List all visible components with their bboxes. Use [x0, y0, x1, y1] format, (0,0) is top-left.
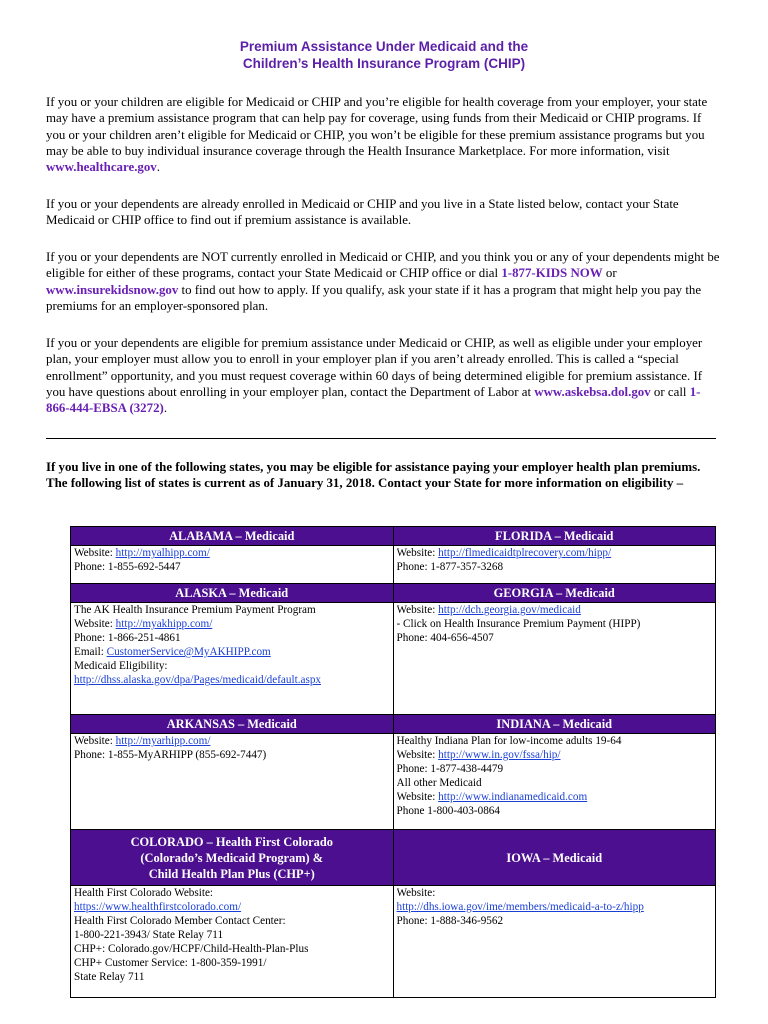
- indiana-plan: Healthy Indiana Plan for low-income adults 19-64: [396, 735, 622, 747]
- colorado-website-link[interactable]: https://www.healthfirstcolorado.com/: [74, 901, 242, 913]
- paragraph-intro-text: If you or your children are eligible for Medicaid or CHIP and you’re eligible for health coverage from your employer, your state may have a premium assistance program that can help pay for coverage, using funds from their Medicaid or CHIP programs. If you or your children aren’t eligible for Medicaid or CHIP, you won’t be eligible for these premium assistance programs but you may be able to buy individual insurance coverage through the Health Insurance Marketplace. For more information, visit: [46, 95, 708, 158]
- state-cell-georgia: [393, 603, 716, 715]
- state-header-florida: FLORIDA – Medicaid: [393, 527, 716, 546]
- florida-website-link[interactable]: http://flmedicaidtplrecovery.com/hipp/: [438, 547, 612, 559]
- ebsa-phone[interactable]: 1-866-444-EBSA (3272): [46, 384, 701, 416]
- georgia-website-link[interactable]: http://dch.georgia.gov/medicaid: [438, 604, 581, 616]
- colorado-website-label: Health First Colorado Website:: [74, 887, 214, 899]
- paragraph-not-enrolled: [46, 249, 722, 314]
- askebsa-link[interactable]: www.askebsa.dol.gov: [534, 384, 651, 399]
- page-title: [0, 38, 768, 72]
- paragraph-special-enrollment-end: .: [163, 401, 168, 416]
- florida-website-label: Website:: [396, 547, 439, 559]
- healthcare-gov-link[interactable]: www.healthcare.gov: [46, 160, 157, 175]
- colorado-header-line-3: Child Health Plan Plus (CHP+): [148, 866, 315, 881]
- paragraph-intro-end: .: [156, 160, 160, 175]
- florida-phone: Phone: 1-877-357-3268: [396, 561, 504, 573]
- alaska-website-link[interactable]: http://myakhipp.com/: [115, 618, 213, 630]
- alaska-eligibility-link[interactable]: http://dhss.alaska.gov/dpa/Pages/medicaid/default.aspx: [74, 674, 322, 686]
- colorado-state-relay: State Relay 711: [74, 971, 145, 983]
- paragraph-intro: [46, 94, 722, 175]
- paragraph-special-enrollment-text: If you or your dependents are eligible for premium assistance under Medicaid or CHIP, as well as eligible under your employer plan, your employer must allow you to enroll in your employer plan if you aren’t already enrolled. This is called a “special enrollment” opportunity, and you must request coverage within 60 days of being determined eligible for premium assistance. If you have questions about enrolling in your employer plan, contact the Department of Labor at: [46, 336, 703, 399]
- title-line-2: Children’s Health Insurance Program (CHIP): [242, 56, 526, 71]
- paragraph-special-enrollment-or: or call: [650, 384, 690, 399]
- paragraph-not-enrolled-text: If you or your dependents are NOT currently enrolled in Medicaid or CHIP, and you think you or any of your dependents might be eligible for either of these programs, contact your State Medicaid or CHIP office or dial: [46, 250, 720, 281]
- indiana-website-label: Website:: [396, 749, 439, 761]
- iowa-website-label: Website:: [396, 887, 436, 899]
- indiana-website2-link[interactable]: http://www.indianamedicaid.com: [438, 791, 588, 803]
- alabama-website-label: Website:: [74, 547, 116, 559]
- section-divider: [46, 438, 716, 439]
- state-cell-arkansas: [71, 734, 394, 830]
- iowa-phone: Phone: 1-888-346-9562: [396, 915, 504, 927]
- title-line-1: Premium Assistance Under Medicaid and the: [239, 39, 529, 54]
- paragraph-special-enrollment: [46, 335, 722, 416]
- arkansas-website-link[interactable]: http://myarhipp.com/: [115, 735, 211, 747]
- alabama-phone: Phone: 1-855-692-5447: [74, 561, 181, 573]
- alaska-program: The AK Health Insurance Premium Payment Program: [74, 604, 316, 616]
- kids-now-phone[interactable]: 1-877-KIDS NOW: [501, 266, 603, 281]
- georgia-phone: Phone: 404-656-4507: [396, 632, 494, 644]
- paragraph-enrolled-text: If you or your dependents are already enrolled in Medicaid or CHIP and you live in a State listed below, contact your State Medicaid or CHIP office to find out if premium assistance is available.: [46, 197, 679, 228]
- iowa-website-link[interactable]: http://dhs.iowa.gov/ime/members/medicaid-a-to-z/hipp: [396, 901, 644, 913]
- colorado-contact-phone: 1-800-221-3943/ State Relay 711: [74, 929, 224, 941]
- state-header-indiana: INDIANA – Medicaid: [393, 715, 716, 734]
- paragraph-not-enrolled-or: or: [602, 266, 617, 281]
- state-cell-indiana: [393, 734, 716, 830]
- colorado-chp-phone: CHP+ Customer Service: 1-800-359-1991/: [74, 957, 267, 969]
- paragraph-not-enrolled-end: to find out how to apply. If you qualify, ask your state if it has a program that might help you pay the premiums for an employer-sponsored plan.: [46, 282, 702, 313]
- state-cell-florida: [393, 546, 716, 584]
- alaska-eligibility-label: Medicaid Eligibility:: [74, 660, 168, 672]
- arkansas-phone: Phone: 1-855-MyARHIPP (855-692-7447): [74, 749, 267, 761]
- indiana-website-link[interactable]: http://www.in.gov/fssa/hip/: [438, 749, 561, 761]
- alaska-phone: Phone: 1-866-251-4861: [74, 632, 181, 644]
- state-header-alaska: ALASKA – Medicaid: [71, 584, 394, 603]
- georgia-website-label: Website:: [396, 604, 439, 616]
- state-cell-alaska: [71, 603, 394, 715]
- state-cell-alabama: [71, 546, 394, 584]
- alabama-website-link[interactable]: http://myalhipp.com/: [115, 547, 210, 559]
- alaska-email-label: Email:: [74, 646, 107, 658]
- states-table: [70, 526, 716, 998]
- indiana-phone2: Phone 1-800-403-0864: [396, 805, 500, 817]
- indiana-phone: Phone: 1-877-438-4479: [396, 763, 504, 775]
- indiana-other-medicaid: All other Medicaid: [396, 777, 482, 789]
- states-intro: If you live in one of the following states, you may be eligible for assistance paying your employer health plan premiums. The following list of states is current as of January 31, 2018. Contact your State for more information on eligibility –: [46, 460, 701, 491]
- colorado-chp-url: CHP+: Colorado.gov/HCPF/Child-Health-Plan-Plus: [74, 943, 309, 955]
- georgia-hipp-note: - Click on Health Insurance Premium Payment (HIPP): [396, 618, 641, 630]
- state-header-iowa: IOWA – Medicaid: [393, 830, 716, 886]
- arkansas-website-label: Website:: [74, 735, 116, 747]
- state-header-alabama: ALABAMA – Medicaid: [71, 527, 394, 546]
- state-cell-iowa: [393, 886, 716, 998]
- state-header-arkansas: ARKANSAS – Medicaid: [71, 715, 394, 734]
- colorado-contact-label: Health First Colorado Member Contact Center:: [74, 915, 286, 927]
- colorado-header-line-1: COLORADO – Health First Colorado: [130, 834, 333, 849]
- state-header-colorado: [71, 830, 394, 886]
- state-cell-colorado: [71, 886, 394, 998]
- alaska-website-label: Website:: [74, 618, 116, 630]
- state-header-georgia: GEORGIA – Medicaid: [393, 584, 716, 603]
- colorado-header-line-2: (Colorado’s Medicaid Program) &: [140, 850, 324, 865]
- indiana-website2-label: Website:: [396, 791, 439, 803]
- paragraph-enrolled: [46, 196, 722, 229]
- insurekidsnow-link[interactable]: www.insurekidsnow.gov: [46, 282, 179, 297]
- alaska-email-link[interactable]: CustomerService@MyAKHIPP.com: [106, 646, 271, 658]
